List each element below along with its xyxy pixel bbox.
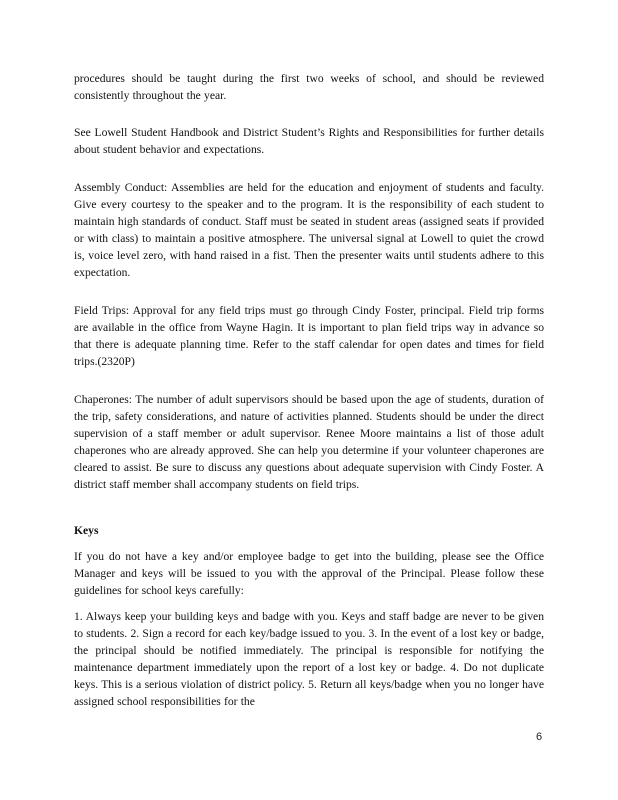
paragraph-spacer xyxy=(74,158,544,179)
section-spacer xyxy=(74,493,544,522)
paragraph-spacer xyxy=(74,370,544,391)
chaperones-paragraph: Chaperones: The number of adult supervisors should be based upon the age of students, duration of the trip, safety considerations, and nature of activities planned. Students should be under the direct supervision of a staff member or adult supervisor. Renee Moore maintains a list of those adult chaperones who are already approved. She can help you determine if your volunteer chaperones are cleared to assist. Be sure to discuss any questions about adequate supervision with Cindy Foster. A district staff member shall accompany students on field trips. xyxy=(74,393,544,491)
page-body xyxy=(74,70,544,710)
paragraph-spacer xyxy=(74,599,544,608)
heading-spacer xyxy=(74,539,544,548)
handbook-paragraph: See Lowell Student Handbook and District Student’s Rights and Responsibilities for further details about student behavior and expectations. xyxy=(74,126,544,156)
paragraph-spacer xyxy=(74,104,544,124)
field-trips-paragraph: Field Trips: Approval for any field trips must go through Cindy Foster, principal. Field trip forms are available in the office from Wayne Hagin. It is important to plan field trips way in advance so that there is adequate planning time. Refer to the staff calendar for open dates and times for field trips.(2320P) xyxy=(74,304,544,368)
keys-guidelines-paragraph: 1. Always keep your building keys and badge with you. Keys and staff badge are never to be given to students. 2. Sign a record for each key/badge issued to you. 3. In the event of a lost key or badge, the principal should be notified immediately. The principal is responsible for notifying the maintenance department immediately upon the report of a lost key or badge. 4. Do not duplicate keys. This is a serious violation of district policy. 5. Return all keys/badge when you no longer have assigned school responsibilities for the xyxy=(74,610,544,708)
assembly-conduct-paragraph: Assembly Conduct: Assemblies are held for the education and enjoyment of students and faculty. Give every courtesy to the speaker and to the program. It is the responsibility of each student to maintain high standards of conduct. Staff must be seated in student areas (assigned seats if provided or with class) to maintain a positive atmosphere. The universal signal at Lowell to quiet the crowd is, voice level zero, with hand raised in a fist. Then the presenter waits until students adhere to this expectation. xyxy=(74,181,544,279)
paragraph-spacer xyxy=(74,281,544,302)
keys-heading: Keys xyxy=(74,524,99,537)
keys-intro-paragraph: If you do not have a key and/or employee badge to get into the building, please see the Office Manager and keys will be issued to you with the approval of the Principal. Please follow these guidelines for school keys carefully: xyxy=(74,550,544,597)
procedures-paragraph: procedures should be taught during the first two weeks of school, and should be reviewed consistently throughout the year. xyxy=(74,72,544,102)
page-number: 6 xyxy=(536,731,543,743)
